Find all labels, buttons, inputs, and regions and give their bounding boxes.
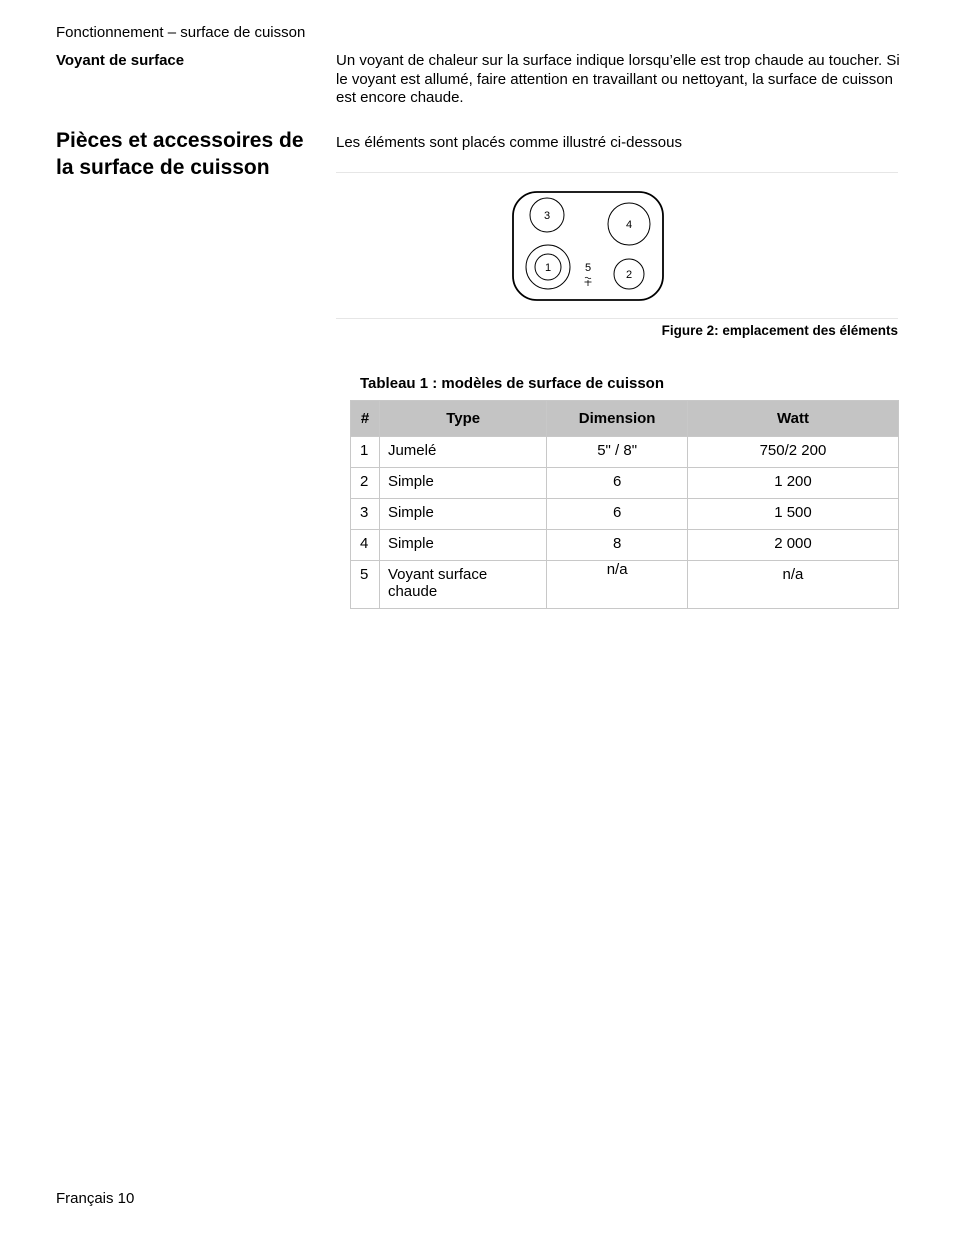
header-number: # [351, 401, 380, 437]
cell-dimension: 6 [547, 468, 688, 499]
table-row [351, 530, 899, 561]
cell-number: 2 [351, 468, 380, 499]
cooktop-models-table [350, 400, 899, 609]
cell-dimension: 5" / 8" [547, 437, 688, 468]
cell-type: Simple [379, 530, 546, 561]
cell-watt: 750/2 200 [687, 437, 898, 468]
header-dimension: Dimension [547, 401, 688, 437]
cell-number: 1 [351, 437, 380, 468]
cell-type: Voyant surface chaude [379, 561, 546, 609]
element-1-label: 1 [544, 262, 552, 274]
cell-dimension: 6 [547, 499, 688, 530]
table-row [351, 561, 899, 609]
cell-type: Simple [379, 499, 546, 530]
cell-number: 4 [351, 530, 380, 561]
table-row [351, 468, 899, 499]
cell-watt: 1 500 [687, 499, 898, 530]
page-footer: Français 10 [56, 1190, 135, 1207]
table-row [351, 499, 899, 530]
cell-dimension: 8 [547, 530, 688, 561]
cooktop-diagram [504, 186, 674, 306]
cell-type: Jumelé [379, 437, 546, 468]
element-4-label: 4 [625, 219, 633, 231]
section-intro: Les éléments sont placés comme illustré ci-dessous [336, 134, 682, 151]
table-row [351, 437, 899, 468]
indicator-5-label: 5 [584, 262, 592, 274]
hot-surface-icon [585, 277, 592, 286]
header-watt: Watt [687, 401, 898, 437]
figure-bottom-rule [336, 318, 898, 319]
table-header-row [351, 401, 899, 437]
figure-caption: Figure 2: emplacement des éléments [661, 323, 898, 338]
cell-dimension: n/a [547, 561, 688, 609]
header-type: Type [379, 401, 546, 437]
cell-watt: 2 000 [687, 530, 898, 561]
cell-number: 5 [351, 561, 380, 609]
cell-watt: n/a [687, 561, 898, 609]
indicator-title: Voyant de surface [56, 52, 185, 69]
cell-watt: 1 200 [687, 468, 898, 499]
page-header: Fonctionnement – surface de cuisson [56, 24, 306, 41]
cell-type: Simple [379, 468, 546, 499]
element-2-label: 2 [625, 269, 633, 281]
element-3-label: 3 [543, 210, 551, 222]
indicator-text: Un voyant de chaleur sur la surface indique lorsqu’elle est trop chaude au toucher. Si le voyant est allumé, faire attention en travaillant ou nettoyant, la surface de cuisson est encore chaude. [336, 52, 900, 106]
table-title: Tableau 1 : modèles de surface de cuisson [360, 375, 664, 392]
section-title: Pièces et accessoires de la surface de cuisson [56, 129, 304, 179]
cell-number: 3 [351, 499, 380, 530]
figure-top-rule [336, 172, 898, 173]
